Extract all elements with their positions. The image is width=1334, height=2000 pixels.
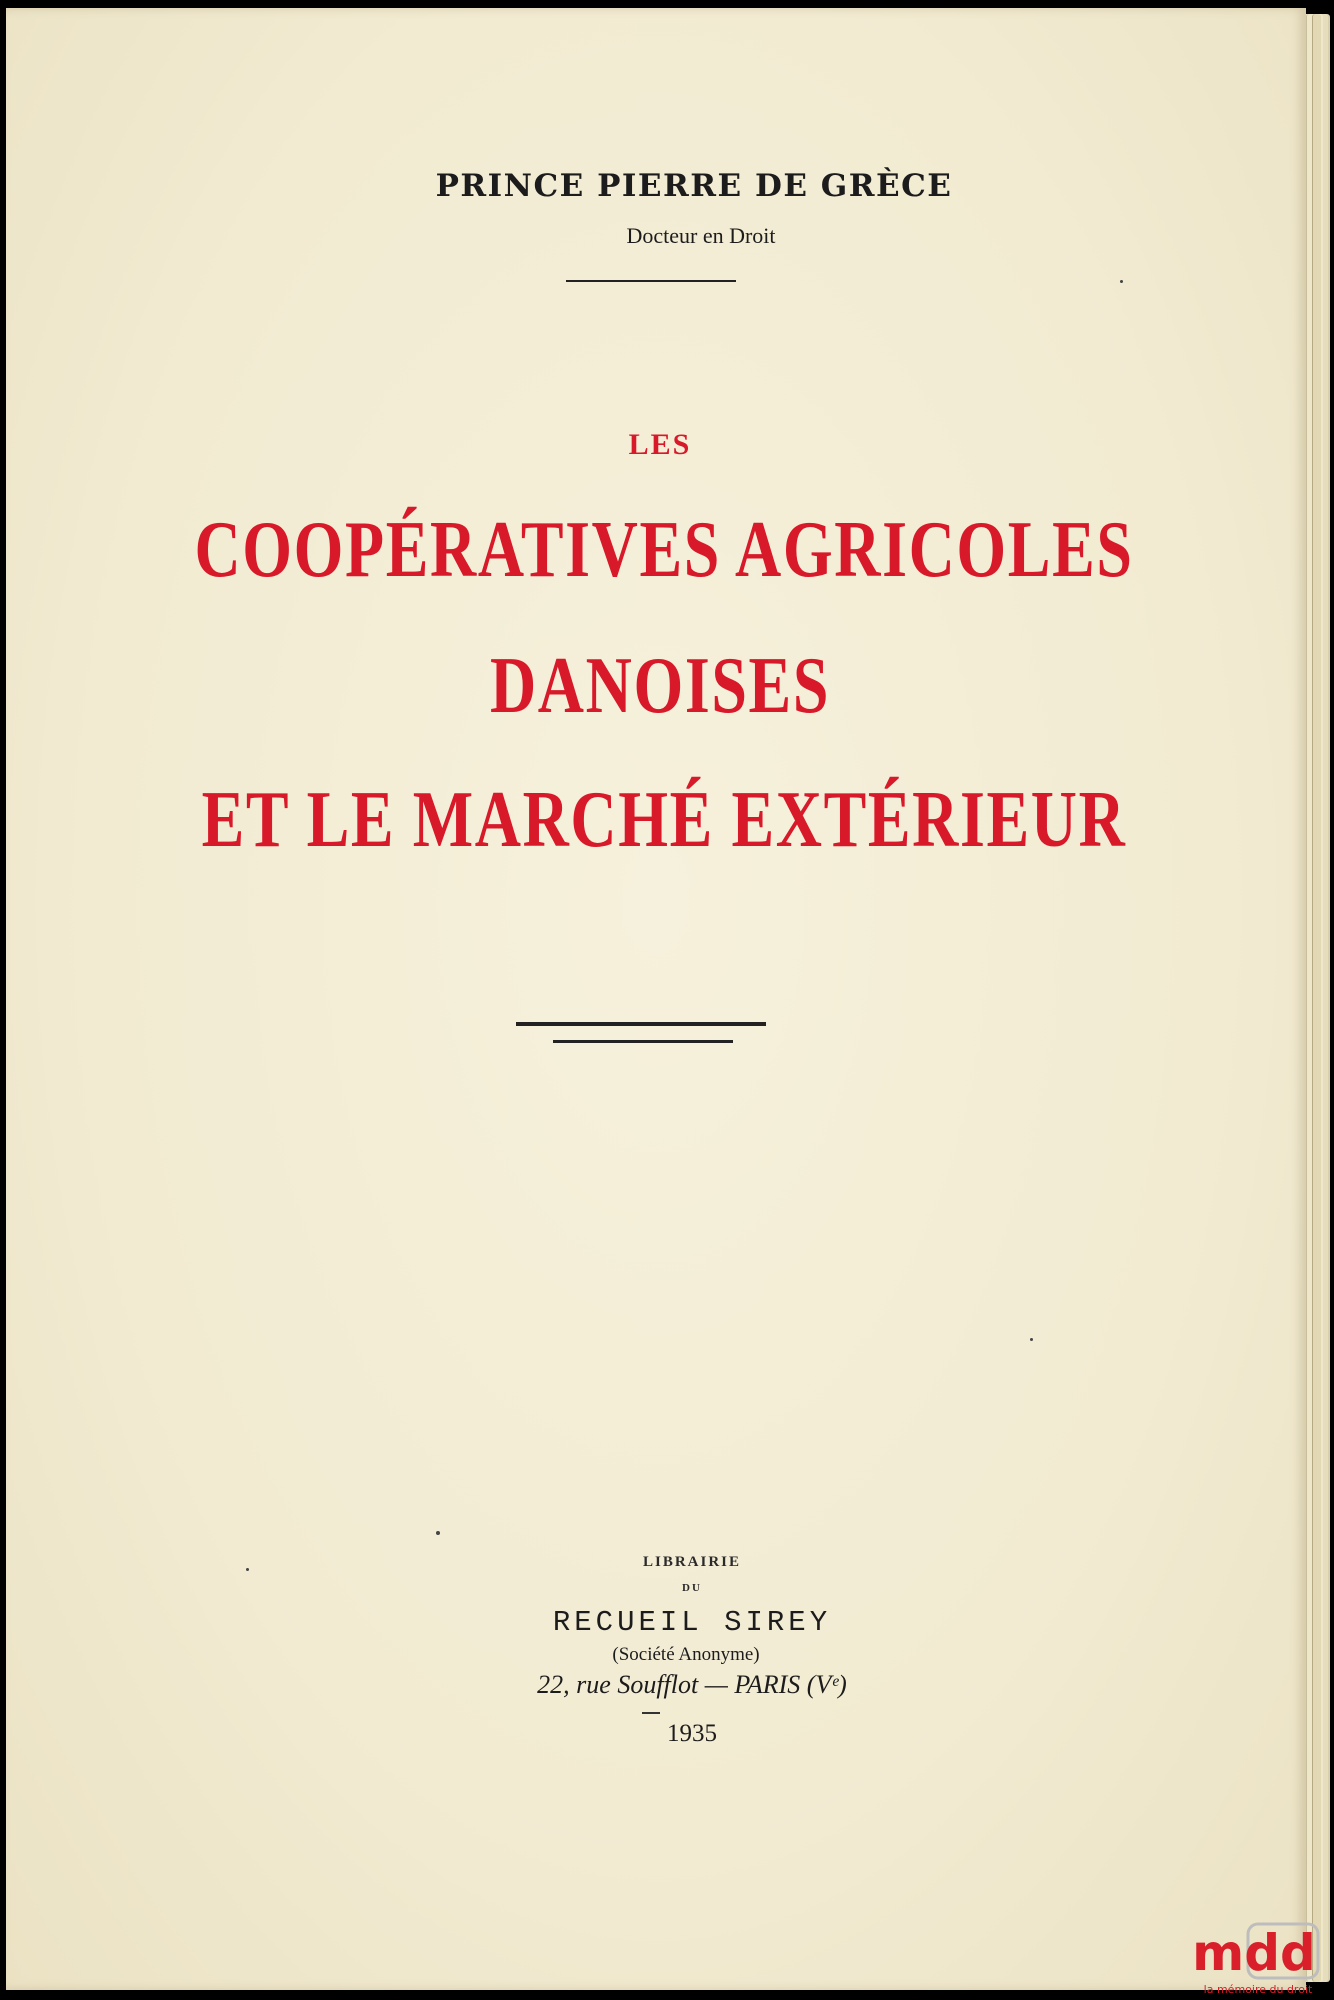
title-line-2-text: DANOISES [489,642,831,730]
publication-year: 1935 [667,1720,717,1747]
publisher-type: (Société Anonyme) [612,1644,760,1665]
paper-speck [1120,280,1123,283]
title-page [6,8,1306,1990]
publisher-line-1: LIBRAIRIE [642,1554,742,1570]
logo-tagline: la mémoire du droit [1203,1983,1313,1996]
paper-speck [1030,1338,1033,1341]
title-line-1-text: COOPÉRATIVES AGRICOLES [194,506,1134,594]
publisher-name: RECUEIL SIREY [552,1606,832,1639]
title-line-2 [10,642,1310,730]
author-degree: Docteur en Droit [626,223,776,248]
paper-speck [246,1568,249,1571]
author-name: PRINCE PIERRE DE GRÈCE [435,168,953,204]
mdd-watermark-logo [1180,1922,1330,1998]
title-prefix: LES [628,428,692,461]
logo-text: mdd [1192,1924,1316,1982]
publisher-line-2: DU [682,1582,702,1594]
divider-rule [566,280,736,282]
title-line-3-text: ET LE MARCHÉ EXTÉRIEUR [201,776,1127,864]
title-line-1 [14,506,1314,594]
title-line-3 [14,776,1314,864]
publisher-address: 22, rue Soufflot — PARIS (Vᵉ) [537,1670,847,1699]
double-rule-bottom [553,1040,733,1043]
double-rule-top [516,1022,766,1026]
small-rule [642,1712,660,1714]
paper-speck [436,1531,440,1535]
